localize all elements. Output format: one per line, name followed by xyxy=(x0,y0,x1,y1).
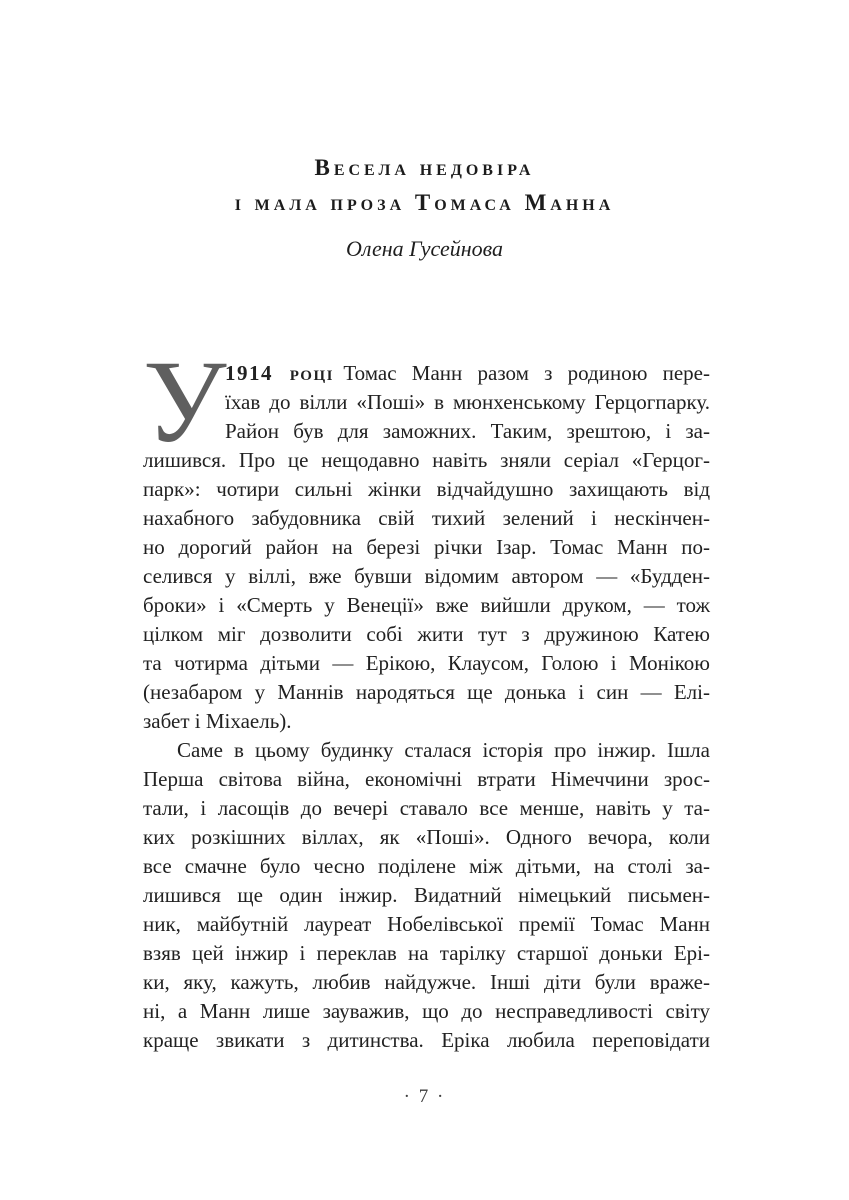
text-line: нахабного забудовника свій тихий зелений і нескінчен- xyxy=(143,506,710,530)
author-name: Олена Гусейнова xyxy=(345,236,504,261)
chapter-title-line-1: Весела недовіра xyxy=(314,155,535,180)
paragraph-1 xyxy=(143,336,710,736)
text-line: броки» і «Смерть у Венеції» вже вийшли друком, — тож xyxy=(143,593,710,617)
page-number: · 7 · xyxy=(403,1086,446,1107)
text-line: (незабаром у Маннів народяться ще донька і син — Елі- xyxy=(143,680,710,704)
text-line: Район був для заможних. Таким, зрештою, і за- xyxy=(225,419,710,443)
text-line: забет і Міхаель). xyxy=(143,709,292,733)
text-line: все смачне було чесно поділене між дітьми, на столі за- xyxy=(143,854,710,878)
text-line: ких розкішних віллах, як «Поші». Одного вечора, коли xyxy=(143,825,710,849)
text-line: ник, майбутній лауреат Нобелівської премії Томас Манн xyxy=(143,912,710,936)
paragraph-2 xyxy=(143,736,710,1055)
text-line: та чотирма дітьми — Ерікою, Клаусом, Голою і Монікою xyxy=(143,651,710,675)
text-line-rest: Томас Манн разом з родиною пере- xyxy=(343,361,710,385)
text-line: взяв цей інжир і переклав на тарілку старшої доньки Ері- xyxy=(143,941,710,965)
text-line: Саме в цьому будинку сталася історія про інжир. Ішла xyxy=(177,738,710,762)
chapter-title xyxy=(0,150,849,220)
text-line: Перша світова війна, економічні втрати Німеччини зрос- xyxy=(143,767,710,791)
body-text xyxy=(143,336,710,1055)
text-line xyxy=(143,359,710,388)
text-line: цілком міг дозволити собі жити тут з дружиною Катею xyxy=(143,622,710,646)
text-line: краще звикати з дитинства. Еріка любила переповідати xyxy=(143,1028,710,1052)
chapter-title-line-2: і мала проза Томаса Манна xyxy=(234,190,615,215)
text-line: ні, а Манн лише зауважив, що до несправедливості світу xyxy=(143,999,710,1023)
text-line: лишився ще один інжир. Видатний німецький письмен- xyxy=(143,883,710,907)
text-line: їхав до вілли «Поші» в мюнхенському Герцогпарку. xyxy=(225,390,710,414)
drop-cap: У xyxy=(143,336,227,467)
text-line: тали, і ласощів до вечері ставало все менше, навіть у та- xyxy=(143,796,710,820)
text-line: лишився. Про це нещодавно навіть зняли серіал «Герцог- xyxy=(143,448,710,472)
text-line: парк»: чотири сильні жінки відчайдушно захищають від xyxy=(143,477,710,501)
text-line: селився у віллі, вже бувши відомим автором — «Будден- xyxy=(143,564,710,588)
text-line: но дорогий район на березі річки Ізар. Томас Манн по- xyxy=(143,535,710,559)
lead-in-smallcaps: 1914 році xyxy=(225,361,334,385)
text-line: ки, яку, кажуть, любив найдужче. Інші діти були враже- xyxy=(143,970,710,994)
